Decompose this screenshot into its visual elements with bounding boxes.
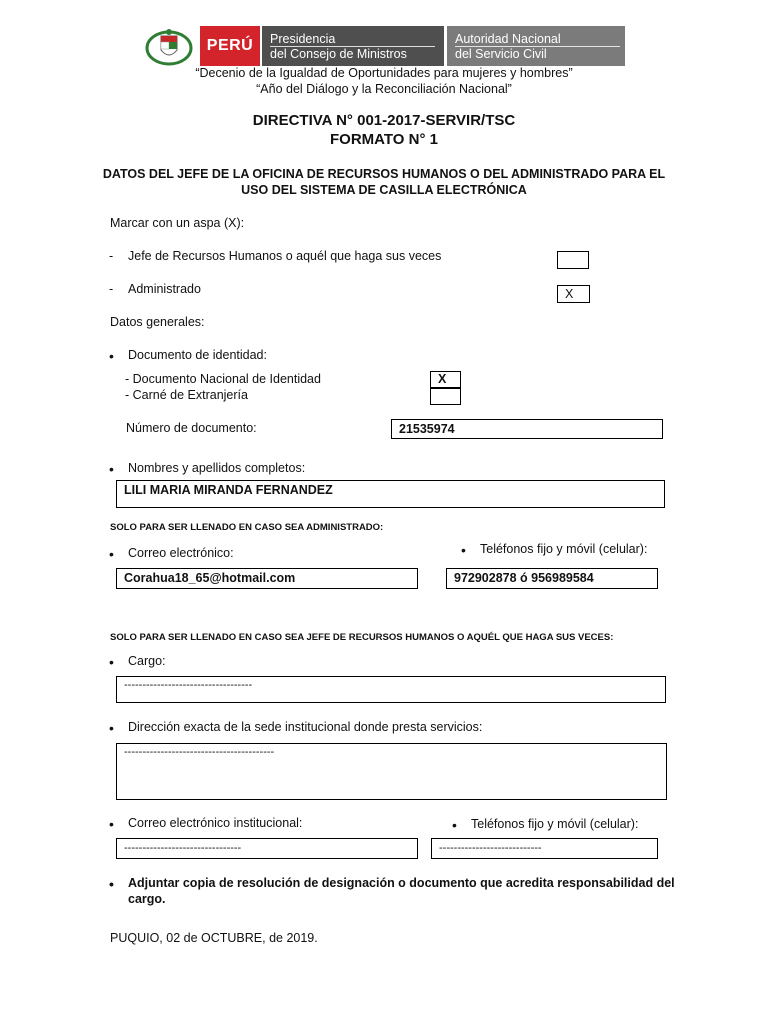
phone-field[interactable]: 972902878 ó 956989584 bbox=[446, 568, 658, 589]
doc-number-field[interactable]: 21535974 bbox=[391, 419, 663, 439]
inst-email-field[interactable]: -------------------------------- bbox=[116, 838, 418, 859]
dni-checkbox[interactable]: X bbox=[430, 371, 461, 388]
place-date: PUQUIO, 02 de OCTUBRE, de 2019. bbox=[110, 931, 318, 945]
year-slogan: “Año del Diálogo y la Reconciliación Nacional” bbox=[256, 82, 512, 96]
pcm-line2: del Consejo de Ministros bbox=[270, 47, 407, 61]
general-heading: Datos generales: bbox=[110, 315, 205, 329]
inst-email-label: • Correo electrónico institucional: bbox=[128, 816, 302, 830]
inst-phone-field[interactable]: ---------------------------- bbox=[431, 838, 658, 859]
peru-coat-of-arms-icon bbox=[144, 26, 194, 66]
names-label: • Nombres y apellidos completos: bbox=[128, 461, 305, 475]
email-label: • Correo electrónico: bbox=[128, 546, 234, 560]
carne-checkbox[interactable] bbox=[430, 388, 461, 405]
attachment-line1: • Adjuntar copia de resolución de designación o documento que acredita responsabilidad del bbox=[128, 876, 675, 890]
jefe-heading: SOLO PARA SER LLENADO EN CASO SEA JEFE DE RECURSOS HUMANOS O AQUÉL QUE HAGA SUS VECES: bbox=[110, 632, 614, 643]
cargo-label: • Cargo: bbox=[128, 654, 166, 668]
pcm-logo bbox=[262, 26, 444, 66]
carne-label: - Carné de Extranjería bbox=[125, 388, 248, 402]
option-admin-checkbox[interactable]: X bbox=[557, 285, 590, 303]
option-jefe-label: - Jefe de Recursos Humanos o aquél que haga sus veces bbox=[128, 249, 441, 263]
doc-identity-label: • Documento de identidad: bbox=[128, 348, 267, 362]
cargo-field[interactable]: ----------------------------------- bbox=[116, 676, 666, 703]
directive-title: DIRECTIVA N° 001-2017-SERVIR/TSC bbox=[252, 112, 516, 129]
decade-slogan: “Decenio de la Igualdad de Oportunidades para mujeres y hombres” bbox=[195, 66, 573, 80]
option-admin-label: - Administrado bbox=[128, 282, 201, 296]
address-label: • Dirección exacta de la sede institucional donde presta servicios: bbox=[128, 720, 482, 734]
attachment-line2: cargo. bbox=[128, 892, 166, 906]
names-field[interactable]: LILI MARIA MIRANDA FERNANDEZ bbox=[116, 480, 665, 508]
doc-number-label: Número de documento: bbox=[126, 421, 257, 435]
servir-logo bbox=[447, 26, 625, 66]
format-title: FORMATO N° 1 bbox=[330, 131, 438, 148]
option-jefe-checkbox[interactable] bbox=[557, 251, 589, 269]
selection-instruction: Marcar con un aspa (X): bbox=[110, 216, 245, 230]
inst-phone-label: • Teléfonos fijo y móvil (celular): bbox=[471, 817, 638, 831]
peru-logo: PERÚ bbox=[200, 26, 260, 66]
dni-label: - Documento Nacional de Identidad bbox=[125, 372, 321, 386]
servir-line2: del Servicio Civil bbox=[455, 47, 547, 61]
subtitle-line1: DATOS DEL JEFE DE LA OFICINA DE RECURSOS HUMANOS O DEL ADMINISTRADO PARA EL bbox=[102, 167, 666, 181]
pcm-line1: Presidencia bbox=[270, 32, 435, 47]
phone-label: • Teléfonos fijo y móvil (celular): bbox=[480, 542, 647, 556]
administrado-heading: SOLO PARA SER LLENADO EN CASO SEA ADMINISTRADO: bbox=[110, 522, 384, 533]
subtitle-line2: USO DEL SISTEMA DE CASILLA ELECTRÓNICA bbox=[241, 183, 527, 197]
servir-line1: Autoridad Nacional bbox=[455, 32, 620, 47]
address-field[interactable]: ----------------------------------------- bbox=[116, 743, 667, 800]
email-field[interactable]: Corahua18_65@hotmail.com bbox=[116, 568, 418, 589]
